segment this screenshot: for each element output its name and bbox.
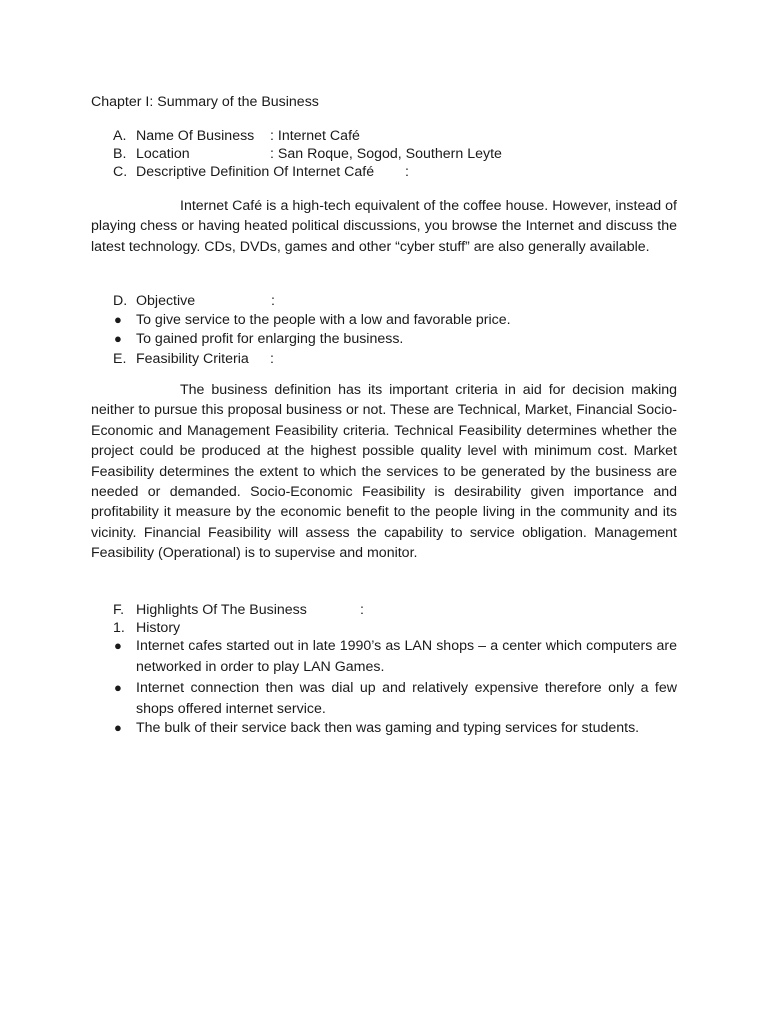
bullet-icon: ● (114, 680, 122, 695)
objective-label: Objective (136, 293, 196, 309)
summary-item-label: Location (136, 146, 190, 162)
history-marker: 1. (113, 620, 125, 636)
chapter-title: Chapter I: Summary of the Business (91, 94, 319, 110)
feasibility-label: Feasibility Criteria (136, 351, 249, 367)
summary-item-value: : San Roque, Sogod, Southern Leyte (270, 146, 502, 162)
summary-item-value: : (405, 164, 409, 180)
highlights-marker: F. (113, 602, 125, 618)
bullet-icon: ● (114, 331, 122, 346)
objective-bullet-text: To gained profit for enlarging the business. (136, 331, 404, 347)
feasibility-marker: E. (113, 351, 127, 367)
history-label: History (136, 620, 181, 636)
bullet-icon: ● (114, 312, 122, 327)
objective-marker: D. (113, 293, 128, 309)
description-paragraph: Internet Café is a high-tech equivalent of the coffee house. However, instead of playing chess or having heated political discussions, you browse the Internet and discuss the latest technology. CDs, DVDs, games and other “cyber stuff” are also generally available. (91, 198, 677, 255)
objective-colon: : (271, 293, 275, 309)
objective-bullet-text: To give service to the people with a low and favorable price. (136, 312, 511, 328)
summary-item-marker: A. (113, 128, 127, 144)
feasibility-paragraph: The business definition has its important criteria in aid for decision making neither to pursue this proposal business or not. These are Technical, Market, Financial Socio-Economic and Management Feasibility criteria. Technical Feasibility determines whether the project could be produced at the highest possible quality level with minimum cost. Market Feasibility determines the extent to which the services to be generated by the business are needed or demanded. Socio-Economic Feasibility is desirability given importance and profitability it measure by the economic benefit to the people living in the community and its vicinity. Financial Feasibility will assess the capability to service obligation. Management Feasibility (Operational) is to supervise and monitor. (91, 382, 677, 562)
bullet-icon: ● (114, 638, 122, 653)
summary-item-label: Name Of Business (136, 128, 255, 144)
summary-item-marker: B. (113, 146, 127, 162)
history-bullet-text: Internet cafes started out in late 1990’s as LAN shops – a center which computers are networked in order to play LAN Games. (136, 638, 677, 675)
history-bullet-text: The bulk of their service back then was gaming and typing services for students. (136, 720, 640, 736)
summary-item-label: Descriptive Definition Of Internet Café (136, 164, 375, 180)
highlights-label: Highlights Of The Business (136, 602, 307, 618)
highlights-colon: : (360, 602, 364, 618)
summary-item-value: : Internet Café (270, 128, 360, 144)
bullet-icon: ● (114, 720, 122, 735)
feasibility-colon: : (270, 351, 274, 367)
history-bullet-text: Internet connection then was dial up and relatively expensive therefore only a few shops offered internet service. (136, 680, 677, 717)
summary-item-marker: C. (113, 164, 128, 180)
